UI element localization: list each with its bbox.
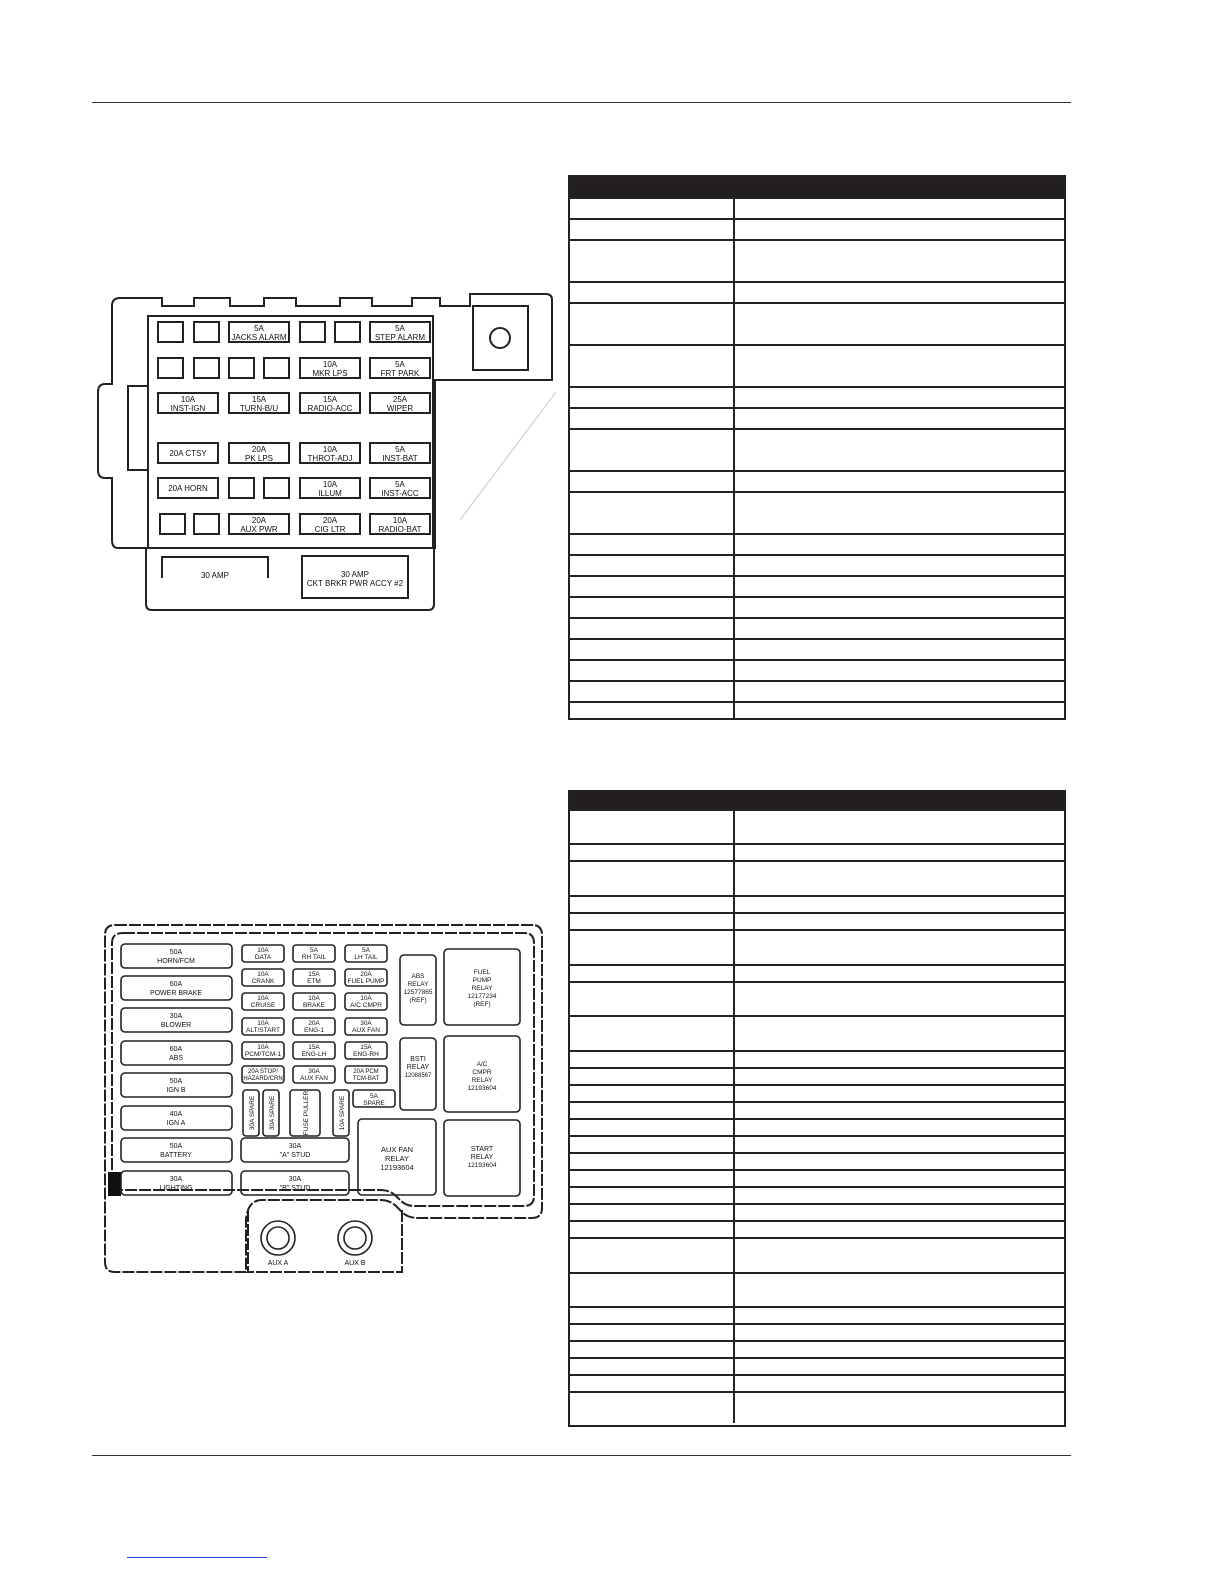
- table-row: [570, 617, 1064, 638]
- table-row: [570, 575, 1064, 596]
- svg-text:5A: 5A: [395, 480, 405, 489]
- svg-text:15A: 15A: [308, 971, 320, 978]
- svg-text:12577865: 12577865: [403, 989, 433, 996]
- svg-text:ABS: ABS: [168, 1055, 184, 1062]
- svg-text:5A: 5A: [395, 445, 405, 454]
- svg-text:20A: 20A: [251, 516, 267, 525]
- svg-text:BATTERY: BATTERY: [160, 1152, 192, 1159]
- svg-text:ALT/START: ALT/START: [246, 1027, 280, 1034]
- table-row: [570, 964, 1064, 981]
- p2-mini-rh-tail: [302, 947, 327, 961]
- table-row: [570, 596, 1064, 617]
- p1-fuse-wiper: [370, 393, 430, 413]
- p2-spare-30a-1: 30A SPARE: [249, 1095, 256, 1131]
- svg-text:RADIO-BAT: RADIO-BAT: [378, 525, 422, 534]
- p1-fuse-aux-pwr: [229, 514, 289, 534]
- table-row: [570, 386, 1064, 407]
- svg-text:50A: 50A: [169, 1143, 183, 1150]
- svg-text:10A: 10A: [360, 995, 372, 1002]
- svg-text:5A: 5A: [362, 947, 370, 954]
- svg-text:15A: 15A: [308, 1044, 320, 1051]
- table-row: [570, 533, 1064, 554]
- svg-text:5A: 5A: [370, 1093, 378, 1100]
- p1-fuse-radio-bat: [370, 514, 430, 534]
- svg-text:ABS: ABS: [411, 973, 425, 980]
- p2-mini-aux-fan-2: [300, 1068, 328, 1082]
- table-row: [570, 701, 1064, 720]
- table-row: [570, 1340, 1064, 1357]
- underhood-fuse-block-diagram: [98, 910, 550, 1280]
- svg-text:JACKS ALARM: JACKS ALARM: [231, 333, 287, 342]
- table-row: [570, 407, 1064, 428]
- p2-mini-pcm-tcm-bat: [353, 1069, 380, 1082]
- svg-text:20A: 20A: [360, 971, 372, 978]
- p2-aux-b-label: AUX B: [344, 1260, 366, 1267]
- table-row: [570, 1084, 1064, 1101]
- table-row: [570, 860, 1064, 895]
- svg-text:AUX FAN: AUX FAN: [352, 1027, 380, 1034]
- p2-maxi-blower: [161, 1013, 191, 1029]
- svg-text:50A: 50A: [169, 949, 183, 956]
- table-row: [570, 638, 1064, 659]
- svg-text:30A: 30A: [360, 1020, 372, 1027]
- svg-text:CKT BRKR PWR ACCY #2: CKT BRKR PWR ACCY #2: [306, 579, 404, 588]
- svg-text:15A: 15A: [360, 1044, 372, 1051]
- svg-text:12193604: 12193604: [467, 1162, 497, 1169]
- p2-mini-stop-hazard: [243, 1069, 282, 1082]
- table-row: [570, 218, 1064, 239]
- svg-text:BSTI: BSTI: [410, 1056, 426, 1063]
- svg-text:TURN-B/U: TURN-B/U: [239, 404, 279, 413]
- svg-text:20A CTSY: 20A CTSY: [169, 449, 207, 458]
- svg-text:5A: 5A: [254, 324, 264, 333]
- svg-text:FUEL: FUEL: [473, 969, 491, 976]
- svg-text:60A: 60A: [169, 1046, 183, 1053]
- p2-b-stud: [280, 1176, 311, 1192]
- p2-aux-fan-relay: [380, 1145, 413, 1172]
- table-header: [570, 177, 1064, 197]
- p2-spare-30a-2: 30A SPARE: [269, 1095, 276, 1131]
- p1-fuse-frt-park: [370, 358, 430, 378]
- table-row: [570, 659, 1064, 680]
- svg-text:INST-IGN: INST-IGN: [170, 404, 206, 413]
- table-row: [570, 281, 1064, 302]
- table-row: [570, 1357, 1064, 1374]
- p2-start-relay: [468, 1146, 497, 1169]
- svg-text:PUMP: PUMP: [472, 977, 492, 984]
- table-row: [570, 344, 1064, 386]
- svg-text:HORN/FCM: HORN/FCM: [157, 958, 195, 965]
- p2-mini-brake: [303, 995, 326, 1009]
- svg-text:30 AMP: 30 AMP: [340, 570, 370, 579]
- svg-text:20A STOP/: 20A STOP/: [248, 1069, 278, 1075]
- p2-aux-a-label: AUX A: [267, 1260, 289, 1267]
- table-row: [570, 1186, 1064, 1203]
- svg-text:BRAKE: BRAKE: [302, 1002, 326, 1009]
- p2-maxi-ign-a: [167, 1111, 186, 1127]
- svg-text:10A: 10A: [257, 1020, 269, 1027]
- svg-text:12193604: 12193604: [380, 1163, 414, 1172]
- svg-text:AUX FAN: AUX FAN: [300, 1075, 328, 1082]
- p1-fuse-step-alarm: [370, 322, 430, 342]
- p1-fuse-mkr-lps: [300, 358, 360, 378]
- svg-text:20A PCM: 20A PCM: [353, 1069, 379, 1075]
- svg-text:10A: 10A: [257, 1044, 269, 1051]
- p2-mini-eng-lh: [302, 1044, 327, 1058]
- table-row: [570, 1135, 1064, 1152]
- svg-text:AUX FAN: AUX FAN: [380, 1145, 414, 1154]
- p2-maxi-ign-b: [166, 1078, 185, 1094]
- svg-text:BLOWER: BLOWER: [160, 1022, 192, 1029]
- svg-text:10A: 10A: [322, 445, 338, 454]
- svg-text:15A: 15A: [322, 395, 338, 404]
- svg-text:20A HORN: 20A HORN: [168, 484, 208, 493]
- svg-text:RELAY: RELAY: [471, 985, 493, 992]
- p1-breaker-30amp: [201, 571, 229, 580]
- svg-text:10A: 10A: [180, 395, 196, 404]
- svg-text:30A: 30A: [308, 1068, 320, 1075]
- p2-fuel-pump-relay: [468, 969, 497, 1008]
- svg-text:ENG-RH: ENG-RH: [353, 1051, 379, 1058]
- svg-text:ENG-1: ENG-1: [304, 1027, 324, 1034]
- svg-text:DATA: DATA: [254, 954, 272, 961]
- table-row: [570, 554, 1064, 575]
- svg-text:ETM: ETM: [307, 978, 321, 985]
- p2-maxi-lighting: [159, 1176, 192, 1192]
- p1-breaker-pwr-accy-2: [307, 570, 404, 588]
- table-row: [570, 1306, 1064, 1323]
- p1-fuse-radio-acc: [300, 393, 360, 413]
- svg-text:CRANK: CRANK: [251, 978, 275, 985]
- table-row: [570, 895, 1064, 912]
- table-row: [570, 680, 1064, 701]
- table-row: [570, 1067, 1064, 1084]
- svg-text:10A: 10A: [257, 947, 269, 954]
- svg-text:FRT PARK: FRT PARK: [380, 369, 420, 378]
- fuse-table-2: [568, 790, 1066, 1427]
- p2-mini-eng-1: [304, 1020, 324, 1034]
- table-row: [570, 1237, 1064, 1272]
- svg-text:20A: 20A: [308, 1020, 320, 1027]
- svg-text:10A: 10A: [308, 995, 320, 1002]
- svg-text:12177234: 12177234: [467, 993, 497, 1000]
- table-row: [570, 1272, 1064, 1306]
- table-row: [570, 1323, 1064, 1340]
- svg-text:5A: 5A: [395, 324, 405, 333]
- svg-text:PK LPS: PK LPS: [244, 454, 274, 463]
- p1-fuse-turn-bu: [229, 393, 289, 413]
- svg-text:FUEL PUMP: FUEL PUMP: [347, 978, 385, 985]
- p1-fuse-illum: [300, 478, 360, 498]
- svg-text:30 AMP: 30 AMP: [200, 571, 230, 580]
- p2-bsti-relay: [405, 1056, 432, 1079]
- svg-text:10A: 10A: [257, 995, 269, 1002]
- p2-maxi-abs: [169, 1046, 183, 1062]
- p1-fuse-jacks-alarm: [229, 322, 289, 342]
- svg-text:30A: 30A: [169, 1176, 183, 1183]
- p2-maxi-battery: [160, 1143, 192, 1159]
- svg-text:30A: 30A: [288, 1176, 302, 1183]
- instrument-panel-fuse-block-diagram: [95, 285, 565, 630]
- p2-mini-etm: [307, 971, 321, 985]
- svg-text:SPARE: SPARE: [363, 1100, 385, 1107]
- svg-text:12193604: 12193604: [467, 1085, 497, 1092]
- table-row: [570, 1374, 1064, 1391]
- p1-fuse-throt-adj: [300, 443, 360, 463]
- p2-fuse-puller: FUSE PULLER: [303, 1090, 310, 1136]
- svg-text:(REF): (REF): [473, 1001, 491, 1008]
- table-row: [570, 929, 1064, 964]
- svg-text:60A: 60A: [169, 981, 183, 988]
- table-row: [570, 1118, 1064, 1135]
- svg-text:RADIO-ACC: RADIO-ACC: [307, 404, 353, 413]
- svg-text:25A: 25A: [392, 395, 408, 404]
- table-row: [570, 1203, 1064, 1220]
- svg-text:RELAY: RELAY: [384, 1154, 410, 1163]
- table-row: [570, 197, 1064, 218]
- p1-fuse-horn: [158, 478, 218, 498]
- svg-text:HAZARD/CRN: HAZARD/CRN: [243, 1076, 283, 1082]
- p2-mini-data: [255, 947, 272, 961]
- table-row: [570, 1050, 1064, 1067]
- fuse-table-1: [568, 175, 1066, 720]
- svg-text:20A: 20A: [251, 445, 267, 454]
- p2-mini-ac-cmpr: [350, 995, 382, 1009]
- table-row: [570, 302, 1064, 344]
- p2-ac-cmpr-relay: [468, 1061, 497, 1092]
- footer-link-underline[interactable]: [127, 1557, 267, 1558]
- p2-abs-relay: [404, 973, 433, 1004]
- svg-text:10A: 10A: [257, 971, 269, 978]
- table-row: [570, 428, 1064, 470]
- svg-text:LIGHTING: LIGHTING: [159, 1185, 193, 1192]
- p2-mini-pcm-tcm-1: [245, 1044, 281, 1058]
- table-row: [570, 843, 1064, 860]
- table-header: [570, 792, 1064, 809]
- table-row: [570, 912, 1064, 929]
- p1-fuse-cig-ltr: [300, 514, 360, 534]
- svg-text:ENG-LH: ENG-LH: [301, 1051, 327, 1058]
- bottom-rule: [92, 1455, 1071, 1456]
- svg-text:CIG LTR: CIG LTR: [314, 525, 346, 534]
- svg-text:15A: 15A: [251, 395, 267, 404]
- svg-text:INST-ACC: INST-ACC: [381, 489, 419, 498]
- svg-text:5A: 5A: [395, 360, 405, 369]
- table-row: [570, 1015, 1064, 1050]
- table-row: [570, 1152, 1064, 1169]
- svg-text:10A: 10A: [322, 360, 338, 369]
- table-row: [570, 239, 1064, 281]
- svg-text:A/C CMPR: A/C CMPR: [350, 1002, 382, 1009]
- svg-text:POWER BRAKE: POWER BRAKE: [149, 990, 203, 997]
- table-row: [570, 491, 1064, 533]
- svg-text:50A: 50A: [169, 1078, 183, 1085]
- svg-text:CMPR: CMPR: [472, 1069, 492, 1076]
- table-row: [570, 809, 1064, 843]
- p1-fuse-inst-acc: [370, 478, 430, 498]
- table-row: [570, 470, 1064, 491]
- svg-text:IGN B: IGN B: [166, 1087, 186, 1094]
- svg-text:TCM-BAT: TCM-BAT: [352, 1076, 380, 1082]
- svg-text:10A: 10A: [392, 516, 408, 525]
- p1-fuse-inst-ign: [158, 393, 218, 413]
- svg-text:INST-BAT: INST-BAT: [382, 454, 418, 463]
- top-rule: [92, 102, 1071, 103]
- table-row: [570, 1169, 1064, 1186]
- p2-mini-crank: [252, 971, 275, 985]
- p1-fuse-pk-lps: [229, 443, 289, 463]
- svg-text:20A: 20A: [322, 516, 338, 525]
- svg-text:40A: 40A: [169, 1111, 183, 1118]
- table-row: [570, 981, 1064, 1015]
- p2-mini-alt-start: [246, 1020, 280, 1034]
- svg-text:30A: 30A: [288, 1143, 302, 1150]
- p2-mini-fuel-pump: [348, 971, 385, 985]
- svg-text:RELAY: RELAY: [471, 1077, 493, 1084]
- p2-a-stud: [280, 1143, 311, 1159]
- svg-text:30A: 30A: [169, 1013, 183, 1020]
- svg-text:RH TAIL: RH TAIL: [301, 954, 327, 961]
- svg-text:STEP ALARM: STEP ALARM: [374, 333, 426, 342]
- svg-text:LH TAIL: LH TAIL: [354, 954, 378, 961]
- p2-spare-5a: [363, 1093, 385, 1107]
- p2-spare-10a: 10A SPARE: [339, 1095, 346, 1131]
- svg-text:5A: 5A: [310, 947, 318, 954]
- svg-text:IGN A: IGN A: [166, 1120, 186, 1127]
- svg-text:THROT-ADJ: THROT-ADJ: [307, 454, 353, 463]
- svg-text:MKR LPS: MKR LPS: [312, 369, 348, 378]
- svg-text:"B" STUD: "B" STUD: [279, 1185, 311, 1192]
- svg-text:RELAY: RELAY: [470, 1154, 494, 1161]
- p2-maxi-horn-fcm: [157, 949, 195, 965]
- svg-text:A/C: A/C: [476, 1061, 488, 1068]
- p2-mini-eng-rh: [353, 1044, 379, 1058]
- p2-maxi-power-brake: [150, 981, 202, 997]
- p2-mini-lh-tail: [354, 947, 378, 961]
- svg-text:START: START: [470, 1146, 494, 1153]
- p2-mini-cruise: [251, 995, 276, 1009]
- svg-text:PCM/TCM-1: PCM/TCM-1: [244, 1051, 282, 1058]
- svg-text:RELAY: RELAY: [406, 1064, 430, 1071]
- svg-text:10A: 10A: [322, 480, 338, 489]
- p1-fuse-ctsy: [158, 443, 218, 463]
- table-row: [570, 1220, 1064, 1237]
- svg-text:12088567: 12088567: [404, 1073, 432, 1079]
- svg-text:AUX PWR: AUX PWR: [240, 525, 278, 534]
- svg-text:(REF): (REF): [409, 997, 427, 1004]
- p1-fuse-inst-bat: [370, 443, 430, 463]
- svg-text:"A" STUD: "A" STUD: [279, 1152, 311, 1159]
- table-row: [570, 1391, 1064, 1423]
- svg-text:ILLUM: ILLUM: [318, 489, 342, 498]
- svg-text:CRUISE: CRUISE: [250, 1002, 276, 1009]
- table-row: [570, 1101, 1064, 1118]
- p2-mini-aux-fan: [352, 1020, 380, 1034]
- svg-text:WIPER: WIPER: [386, 404, 414, 413]
- svg-text:RELAY: RELAY: [407, 981, 429, 988]
